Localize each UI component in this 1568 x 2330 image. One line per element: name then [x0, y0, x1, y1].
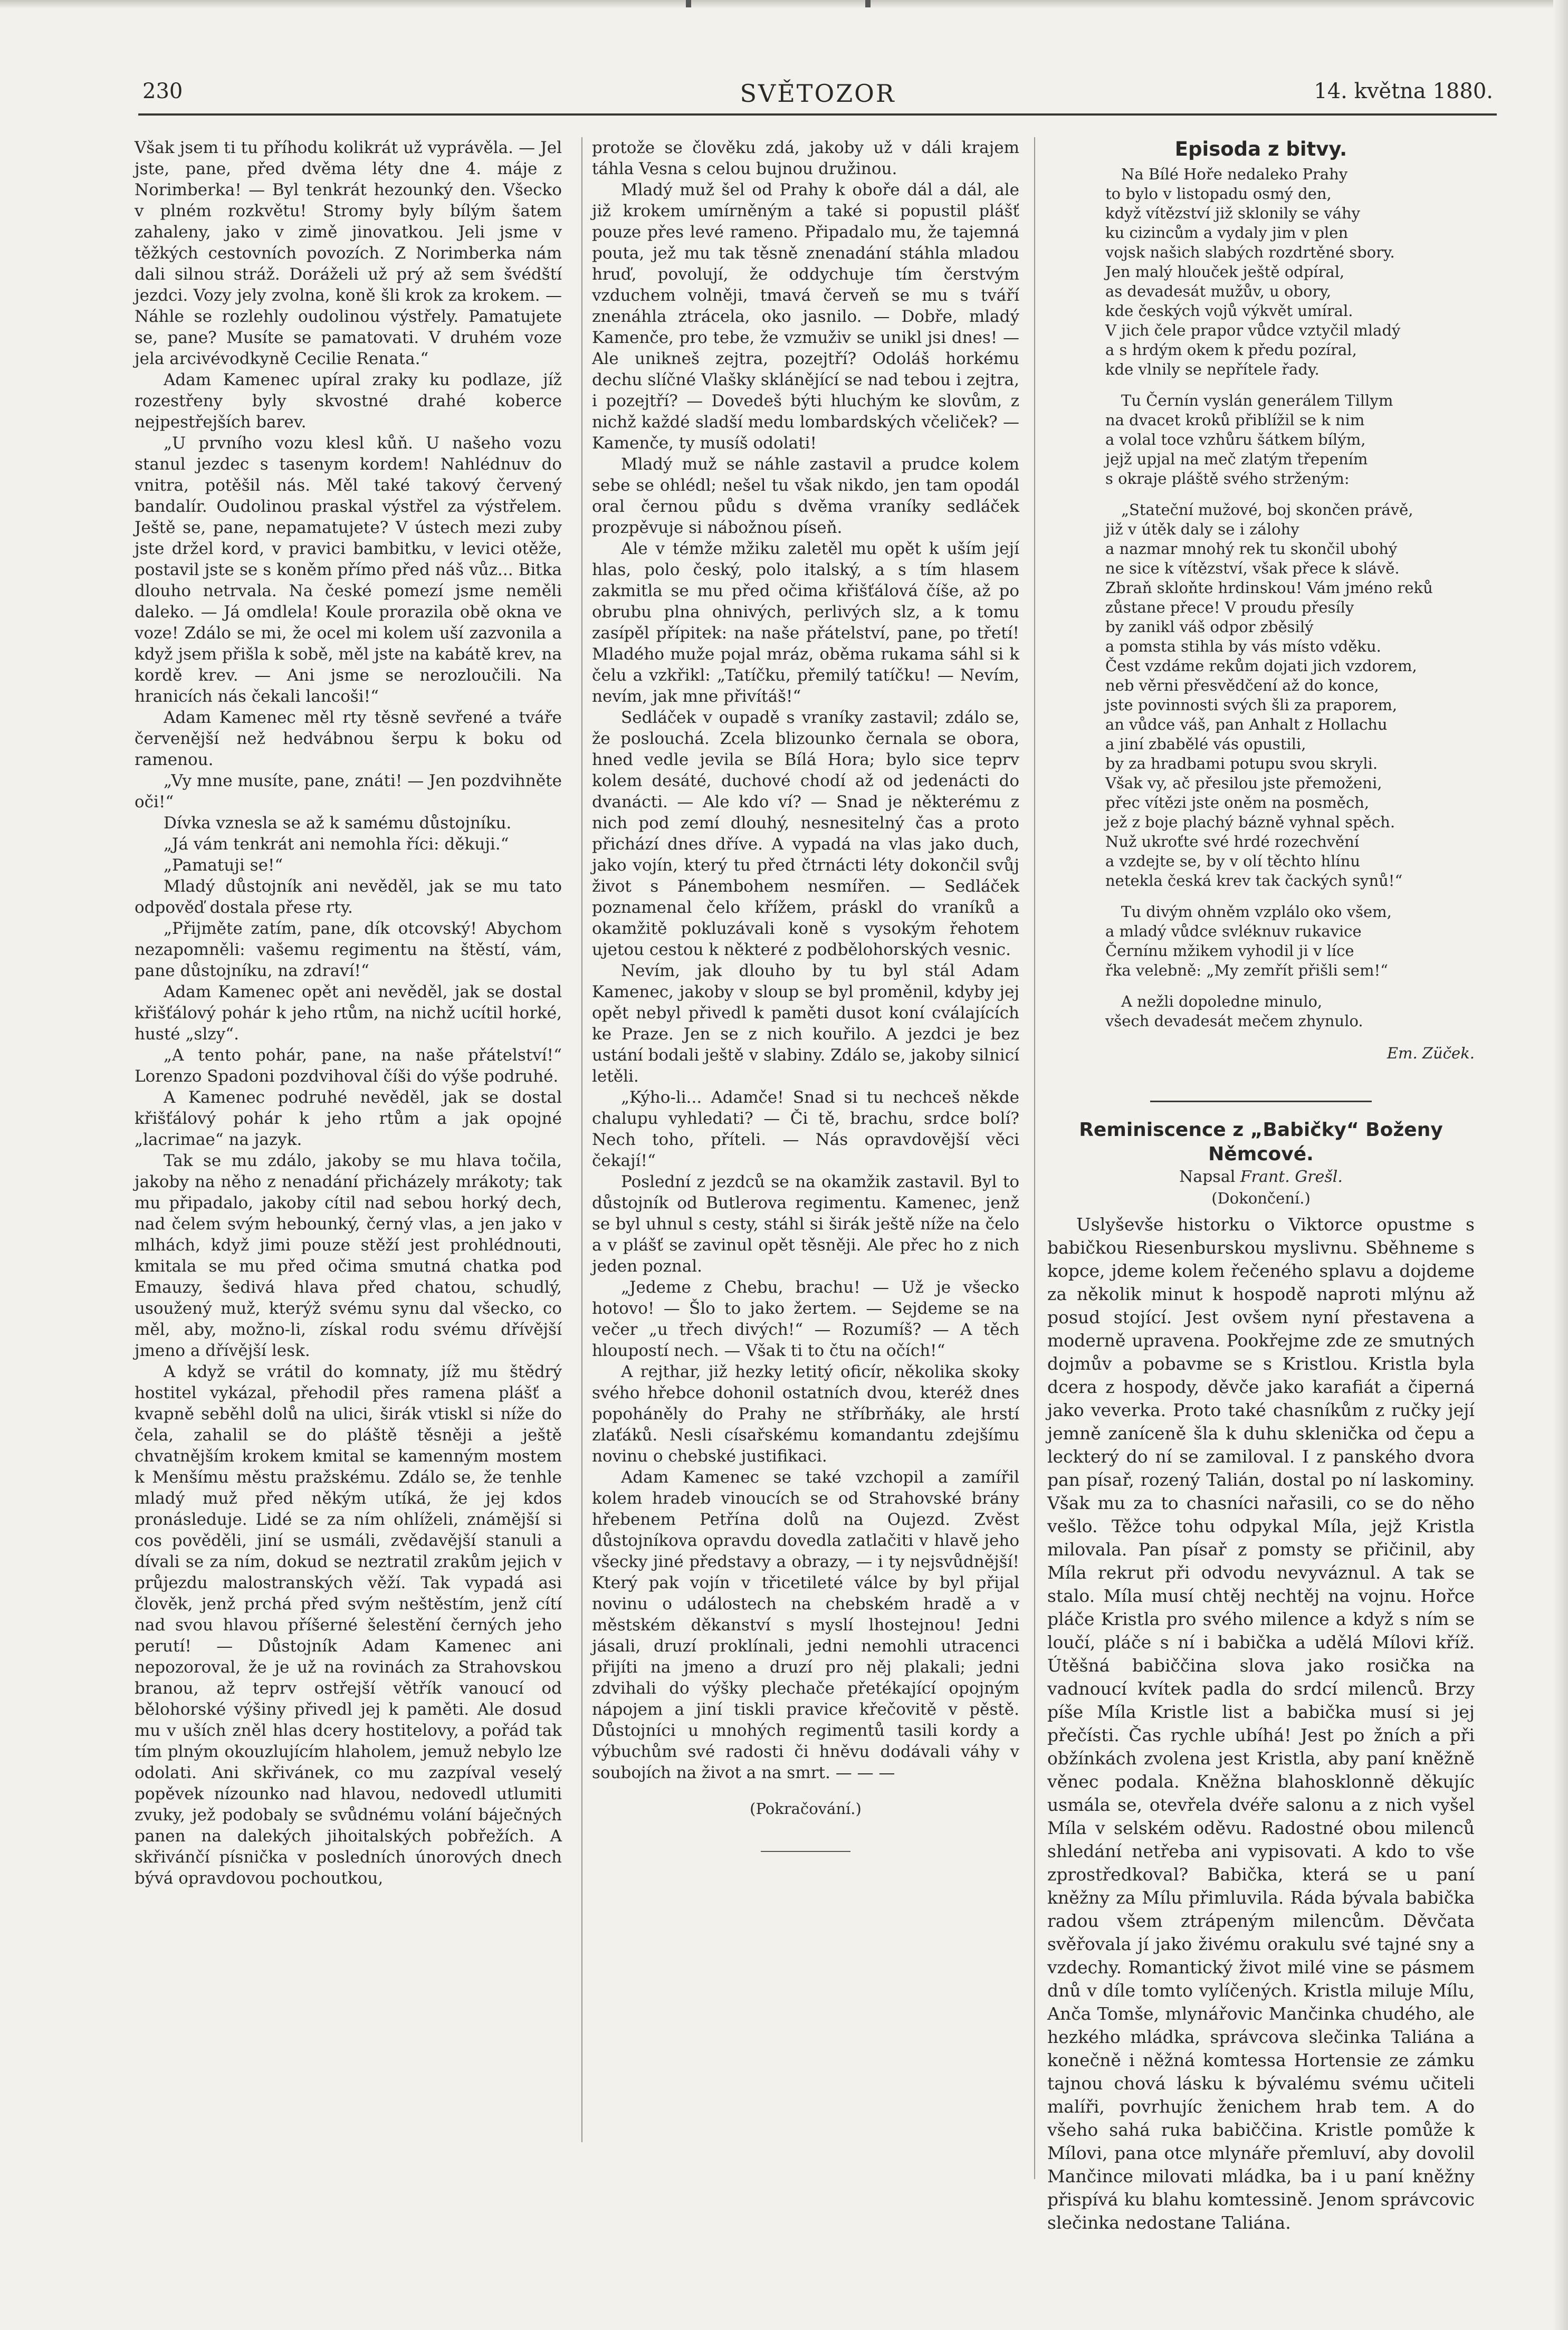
poem-stanza — [1105, 902, 1475, 980]
header-rule — [138, 113, 1497, 116]
poem-line: „Stateční mužové, boj skončen právě, — [1121, 501, 1413, 519]
article-byline — [1047, 1167, 1475, 1188]
column-middle — [592, 137, 1019, 2142]
poem-line: jejž upjal na meč zlatým třepením — [1105, 450, 1368, 468]
poem-line: Na Bílé Hoře nedaleko Prahy — [1121, 165, 1348, 183]
paragraph: Sedláček v oupadě s vraníky zastavil; zdálo se, že poslouchá. Zcela blizounko černala se obora, hned vedle jevila se Bílá Hora; bylo sice teprv kolem desáté, duchové chodí až od jedenácti do dvanácti. — Ale kdo ví? — Snad je některému z nich pod zemí dlouhý, nesnesitelný čas a proto přichází dnes dříve. A vypadá na vlas jako duch, jako vojín, který tu před čtrnácti léty dokončil svůj život s Pánembohem nesmířen. — Sedláček poznamenal čelo křížem, práskl do vraníků a okamžitě pokluzávali koně s vysokým řehotem ujetou cestou k některé z podbělohorských vesnic. — [592, 708, 1019, 959]
column-left — [135, 137, 562, 2221]
continuation-note: (Pokračování.) — [750, 1800, 862, 1818]
poem-line: by za hradbami potupu svou skryli. — [1105, 755, 1378, 772]
poem-line: Zbraň skloňte hrdinskou! Vám jméno reků — [1105, 579, 1433, 597]
paragraph: Adam Kamenec upíral zraky ku podlaze, jíž rozestřeny byly skvostné drahé koberce nejpestřejších barev. — [135, 370, 562, 432]
page-header — [142, 79, 1493, 111]
paragraph: Tak se mu zdálo, jakoby se mu hlava točila, jakoby na něho z nenadání přicházely mrákoty; tak mu připadalo, jakoby cítil nad sebou horký dech, nad čelem svým hebounký, černý vlas, a jen jako v mlhách, když jimi pouze stěží jest prohlédnouti, kmitala se mu před očima smutná chatka pod Emauzy, šedivá hlava před chatou, schudlý, usoužený muž, kterýž svému synu dal všecko, co měl, aby, možno-li, získal rodu svému dřívější jmeno a dřívější lesk. — [135, 1151, 562, 1360]
paragraph: Adam Kamenec měl rty těsně sevřené a tváře červenější než hedvábnou šerpu k boku od ramenou. — [135, 708, 562, 769]
poem-line: vojsk našich slabých rozdrtěné sbory. — [1105, 243, 1395, 261]
poem-line: zůstane přece! V proudu přesíly — [1105, 598, 1354, 616]
poem-line: Černínu mžikem vyhodil ji v líce — [1105, 942, 1354, 960]
poem-line: to bylo v listopadu osmý den, — [1105, 185, 1332, 203]
paragraph: „Vy mne musíte, pane, znáti! — Jen pozdvihněte oči!“ — [135, 771, 562, 811]
poem-line: Tu divým ohněm vzplálo oko všem, — [1121, 903, 1392, 921]
issue-date: 14. května 1880. — [1314, 79, 1493, 103]
scan-mark — [865, 0, 871, 7]
poem-line: s okraje pláště svého strženým: — [1105, 470, 1350, 488]
scan-right-edge — [1553, 0, 1568, 2330]
poem-line: netekla česká krev tak čackých synů!“ — [1105, 872, 1403, 890]
poem-line: as devadesát mužův, u obory, — [1105, 282, 1332, 300]
paragraph: „Já vám tenkrát ani nemohla říci: děkuji.“ — [164, 835, 509, 854]
byline-author: Frant. Grešl. — [1240, 1168, 1343, 1186]
poem-line: kde českých vojů výkvět umíral. — [1105, 302, 1353, 320]
poem-line: když vítězství již sklonily se váhy — [1105, 204, 1360, 222]
article-subtitle: (Dokončení.) — [1211, 1189, 1311, 1207]
poem-line: ne sice k vítězství, však přece k slávě. — [1105, 559, 1400, 577]
poem-line: an vůdce váš, pan Anhalt z Hollachu — [1105, 715, 1388, 733]
paragraph: Nevím, jak dlouho by tu byl stál Adam Kamenec, jakoby v sloup se byl proměnil, kdyby jej opět nebyl přivedl k paměti dusot koní cválajících ke Praze. Jen se z nich kouřilo. A jezdci je bez ustání bodali ještě v slabiny. Zdálo se, jakoby silnicí letěli. — [592, 961, 1019, 1086]
poem-line: by zanikl váš odpor zběsilý — [1105, 618, 1314, 636]
journal-title: SVĚTOZOR — [740, 79, 896, 108]
scan-top-edge — [0, 0, 1568, 8]
article-body: Uslyševše historku o Viktorce opustme s babičkou Riesenburskou myslivnu. Sběhneme s kopce, jdeme kolem řečeného splavu a dojdeme za několik minut k hospodě naproti mlýnu až posud stojící. Jest ovšem nyní přestavena a moderně upravena. Pookřejme zde ze smutných dojmův a pobavme se s Kristlou. Kristla byla dcera z hospody, děvče jako karafiát a čiperná jako veverka. Proto také chasníkům z ručky její jemně zaníceně šla k duhu sklenička od čepu a leckterý do ní se zamiloval. I z panského dvora pan písař, rozený Talián, dostal po ní laskominy. Však mu za to chasníci nařasili, co se do něho vešlo. Těžce tohu odpykal Míla, jejž Kristla milovala. Pan písař z pomsty se přičinil, aby Míla rekrut při odvodu nevyváznul. A tak se stalo. Míla musí chtěj nechtěj na vojnu. Hořce pláče Kristla pro svého milence a když s ním se loučí, pláče s ní i babička a udělá Mílovi kříž. Útěšná babiččina slova jako rosička na vadnoucí kvítek padla do srdcí milenců. Brzy píše Míla Kristle list a babička musí si jej přečísti. Čas rychle ubíhá! Jest po žních a při obžínkách zvolena jest Kristla, aby paní kněžně věnec podala. Kněžna blahosklonně děkujíc usmála se, otevřela dvéře salonu a z nich vyšel Míla v selském oděvu. Radostné obou milenců shledání netřeba ani vypisovati. A kdo to vše zprostředkoval? Babička, která se u paní kněžny za Mílu přimluvila. Ráda bývala babička radou všem ztrápeným milencům. Děvčata svěřovala jí jako živému orakulu své tajné sny a vzdechy. Romantický život milé vine se pásmem dnů v díle tomto vylíčených. Kristla miluje Mílu, Anča Tomše, mlynářovic Mančinka chudého, ale hezkého mládka, správcova slečinka Taliána a konečně i něžná komtessa Hortensie ze zámku tajnou chová lásku k bývalému svému učiteli malíři, povrhujíc ženichem hrab tem. A do všeho sahá ruka babiččina. Kristle pomůže k Mílovi, pana otce mlynáře přemluví, aby dovolil Mančince milovati mládka, ba i u paní kněžny přispívá ku blahu komtessině. Jenom správcovic slečinka nedostane Taliána. — [1047, 1214, 1475, 2233]
paragraph: Mladý důstojník ani nevěděl, jak se mu tato odpověď dostala přese rty. — [135, 877, 562, 917]
poem-line: přec vítězi jste oněm na posměch, — [1105, 794, 1370, 811]
poem-line: a jiní zbabělé vás opustili, — [1105, 735, 1306, 753]
poem-line: řka velebně: „My zemřít přišli sem!“ — [1105, 961, 1388, 979]
poem-author: Em. Züček. — [1387, 1044, 1475, 1062]
paragraph: „A tento pohár, pane, na naše přátelství!“ Lorenzo Spadoni pozdvihoval číši do výše podruhé. — [135, 1046, 562, 1086]
byline-prefix: Napsal — [1179, 1168, 1236, 1186]
paragraph: A Kamenec podruhé nevěděl, jak se dostal křišťálový pohár k jeho rtům a jak opojné „lacrimae“ na jazyk. — [135, 1088, 562, 1149]
poem-stanza — [1105, 992, 1475, 1031]
paragraph: „Přijměte zatím, pane, dík otcovský! Abychom nezapomněli: vašemu regimentu na štěstí, vám, pane důstojníku, na zdraví!“ — [135, 919, 562, 980]
paragraph: „Pamatuji se!“ — [164, 856, 283, 875]
poem-line: jste povinnosti svých šli za praporem, — [1105, 696, 1398, 714]
poem-line: a mladý vůdce svléknuv rukavice — [1105, 922, 1362, 940]
poem-line: neb věrni přesvědčení až do konce, — [1105, 676, 1379, 694]
paragraph: „Kýho-li... Adamče! Snad si tu nechceš někde chalupu vyhledati? — Či tě, brachu, srdce bolí? Nech toho, příteli. — Nás opravdovější věci čekají!“ — [592, 1088, 1019, 1170]
article-title: Reminiscence z „Babičky“ Boženy Němcové. — [1079, 1119, 1443, 1165]
column-divider — [581, 137, 582, 2142]
end-rule — [761, 1851, 850, 1852]
paragraph: Adam Kamenec opět ani nevěděl, jak se dostal křišťálový pohár k jeho rtům, na nichž ucítil horké, husté „slzy“. — [135, 982, 562, 1044]
paragraph: Ale v témže mžiku zaletěl mu opět k uším její hlas, polo český, polo italský, a s tím hlasem zakmitla se mu před očima křišťálová číše, až po obrubu plna ohnivých, perlivých slz, a k tomu zasípěl přípitek: na naše přátelství, pane, po třetí! Mladého muže pojal mráz, oběma rukama sáhl si k čelu a vzkřikl: „Tatíčku, přemilý tatíčku! — Nevím, nevím, jak mne přivítáš!“ — [592, 539, 1019, 706]
paragraph: Adam Kamenec se také vzchopil a zamířil kolem hradeb vinoucích se od Strahovské brány hřebenem Petřína dolů na Oujezd. Zvěst důstojníkova opravdu dovedla zatlačiti v hlavě jeho všecky jiné představy a obrazy, — i ty nejsvůdnější! Který pak vojín v třicetileté válce by byl přijal novinu o událostech na chebském hradě a v městském děkanství s myslí lhostejnou! Jedni jásali, druzí proklínali, jedni nemohli utracenci přijíti na jmeno a druzí pro něj plakali; jedni zdvihali do výšky plechače přetékající opojným nápojem a jiní tiskli pravice křečovitě v pěstě. Důstojníci u mnohých regimentů tasili kordy a výbuchům své radosti či hněvu dodávali váhy v soubojích na život a na smrt. — — — — [592, 1468, 1019, 1782]
poem-line: Tu Černín vyslán generálem Tillym — [1121, 391, 1393, 409]
poem-line: Čest vzdáme rekům dojati jich vzdorem, — [1105, 657, 1417, 675]
poem-line: A nežli dopoledne minulo, — [1121, 992, 1323, 1010]
poem-line: Jen malý hlouček ještě odpíral, — [1105, 263, 1345, 281]
paragraph: „U prvního vozu klesl kůň. U našeho vozu stanul jezdec s tasenym kordem! Nahlédnuv do vnitra, potěšil nás. Měl také takový červený bandalír. Oudolinou praskal výstřel za výstřelem. Ještě se, pane, nepamatujete? V ústech mezi zuby jste držel kord, v pravici bambitku, v levici otěže, postavil jste se s koněm přímo před náš vůz... Bitka dlouho netrvala. Na české pomezí jsme neměli daleko. — Já omdlela! Koule prorazila obě okna ve voze! Zdálo se mi, že ocel mi kolem uší zazvonila a když jsem přišla k sobě, měl jste na kabátě krev, na kordě krev. — Ani jsme se nerozloučili. Na hranicích nás čekali lancoši!“ — [135, 434, 562, 706]
poem-stanza — [1105, 165, 1475, 379]
paragraph: A rejthar, již hezky letitý oficír, několika skoky svého hřebce dohonil ostatních dvou, kteréž dnes popoháněly do Prahy ne stříbrňáky, ale hrstí zlaťáků. Nesli císařskému komandantu zdejšímu novinu o chebské justifikaci. — [592, 1362, 1019, 1466]
page-number: 230 — [142, 79, 183, 103]
poem-line: V jich čele prapor vůdce vztyčil mladý — [1105, 321, 1401, 339]
poem-line: jež z boje plachý bázně vyhnal spěch. — [1105, 813, 1395, 831]
poem-stanza — [1105, 391, 1475, 489]
poem-body — [1105, 165, 1475, 1031]
paragraph: protože se člověku zdá, jakoby už v dáli krajem táhla Vesna s celou bujnou družinou. — [592, 138, 1019, 178]
poem-stanza — [1105, 500, 1475, 891]
column-right — [1047, 137, 1475, 2233]
poem-line: kde vlnily se nepřítele řady. — [1105, 360, 1320, 378]
poem-title: Episoda z bitvy. — [1174, 138, 1347, 160]
poem-line: a vzdejte se, by v olí těchto hlínu — [1105, 852, 1361, 870]
paragraph: Mladý muž se náhle zastavil a prudce kolem sebe se ohlédl; nešel tu však nikdo, jen tam opodál oral černou půdu s dvěma vraníky sedláček prozpěvuje si nábožnou píseň. — [592, 455, 1019, 537]
poem-line: a pomsta stihla by vás místo vděku. — [1105, 637, 1381, 655]
paragraph: Poslední z jezdců se na okamžik zastavil. Byl to důstojník od Butlerova regimentu. Kamenec, jenž se byl uhnul s cesty, stáhl si širák ještě níže na čelo a v plášť se zavinul opět těsněji. Ale přec ho z nich jeden poznal. — [592, 1172, 1019, 1276]
poem-line: na dvacet kroků přiblížil se k nim — [1105, 411, 1365, 429]
poem-line: všech devadesát mečem zhynulo. — [1105, 1012, 1363, 1030]
poem-line: a nazmar mnohý rek tu skončil ubohý — [1105, 540, 1398, 558]
section-rule — [1150, 1101, 1372, 1102]
paragraph: Však jsem ti tu příhodu kolikrát už vyprávěla. — Jel jste, pane, před dvěma léty dne 4. máje z Norimberka! — Byl tenkrát hezounký den. Všecko v plném rozkvětu! Stromy byly bílým šatem zahaleny, jako v zimě jinovatkou. Jeli jsme v těžkých cestovních povozích. Z Norimberka nám dali silnou stráž. Doráželi už prý až sem švédští jezdci. Vozy jely zvolna, koně šli krok za krokem. — Náhle se rozlehly oudolinou výstřely. Pamatujete se, pane? Musíte se pamatovati. V druhém voze jela arcivévodkyně Cecilie Renata.“ — [135, 138, 562, 368]
poem-line: a s hrdým okem k předu pozíral, — [1105, 341, 1357, 359]
poem-line: již v útěk daly se i zálohy — [1105, 520, 1299, 538]
paragraph: „Jedeme z Chebu, brachu! — Už je všecko hotovo! — Šlo to jako žertem. — Sejdeme se na večer „u třech divých!“ — Rozumíš? — A těch hloupostí nech. — Však ti to čtu na očích!“ — [592, 1278, 1019, 1360]
paragraph: A když se vrátil do komnaty, jíž mu štědrý hostitel vykázal, přehodil přes ramena plášť a kvapně seběhl dolů na ulici, širák vtiskl si níže do čela, zahalil se do pláště těsněji a ještě chvatnějším krokem kmital se kamenným mostem k Menšímu městu pražskému. Zdálo se, že tenhle mladý muž před někým utíká, že jej kdos pronásleduje. Lidé se za ním ohlíželi, známější si cos pověděli, jiní se usmáli, zvědavější stanuli a dívali se za ním, dokud se neztratil zrakům jejich v průjezdu malostranských věží. Tak vypadá asi člověk, jenž prchá před svým neštěstím, jenž cítí nad svou hlavou příšerné šelestění černých jeho perutí! — Důstojník Adam Kamenec ani nepozoroval, že je už na rovinách za Strahovskou branou, až teprv ostřejší větřík vanoucí od bělohorské výšiny přivedl jej k paměti. Ale dosud mu v uších zněl hlas dcery hostitelovy, a pořád tak tím plným okouzlujícím hlaholem, jemuž nebylo lze odolati. Ani skřivánek, co mu zazpíval veselý popěvek nízounko nad hlavou, nedovedl utlumiti zvuky, jež podobaly se svůdnému volání báječných panen na dalekých jihoitalských pobřežích. A skřivánčí písnička v posledních únorových dnech bývá opravdovou pochoutkou, — [135, 1362, 562, 1888]
poem-line: Však vy, ač přesilou jste přemoženi, — [1105, 774, 1382, 792]
scan-mark — [686, 0, 691, 7]
poem-line: a volal toce vzhůru šátkem bílým, — [1105, 431, 1366, 448]
paragraph: Dívka vznesla se až k samému důstojníku. — [164, 814, 512, 833]
poem-line: ku cizincům a vydaly jim v plen — [1105, 224, 1349, 242]
column-divider — [1034, 137, 1035, 2179]
paragraph: Mladý muž šel od Prahy k obořе dál a dál, ale již krokem umírněným a také si popustil plášť pouze přes levé rameno. Připadalo mu, že tajemná pouta, jež mu tak těsně znenadání stáhla mladou hruď, povolují, že oddychuje tím čerstvým vzduchem volněji, tmavá červeň se mu s tváří znenáhla ztrácela, oko jasnilo. — Dobře, mladý Kamenče, pro tebe, že vzmuživ se unikl jsi dnes! — Ale unikneš zejtra, pozejtří? Odoláš horkému dechu slíčné Vlašky sklánějící se nad tebou i zejtra, i pozejtří? — Dovedeš býti hluchým ke slovům, z nichž každé sladší medu lombardských včeliček? — Kamenče, ty musíš odolati! — [592, 180, 1019, 453]
poem-line: Nuž ukroťte své hrdé rozechvění — [1105, 833, 1360, 851]
